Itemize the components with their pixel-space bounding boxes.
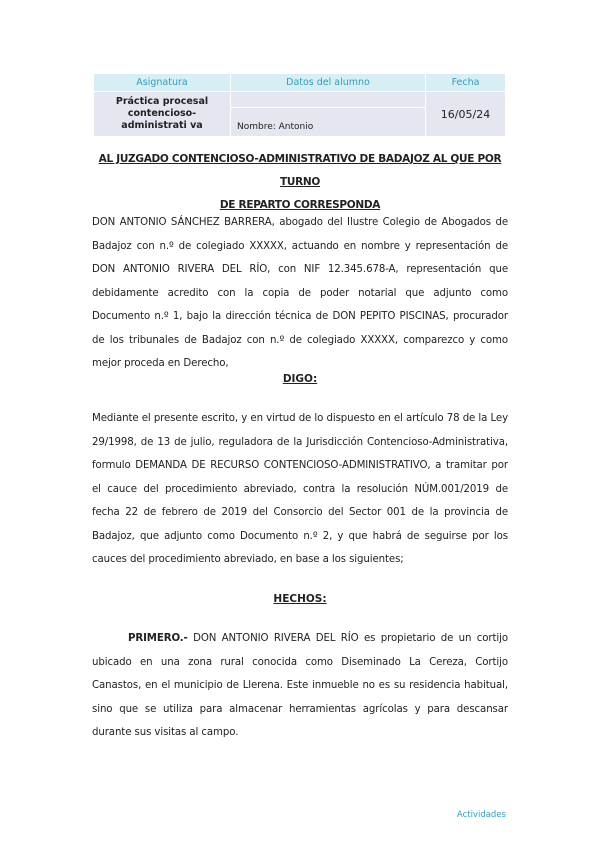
digo-paragraph: Mediante el presente escrito, y en virtud de lo dispuesto en el artículo 78 de la Ley 29/1998, de 13 de julio, reguladora de la Jurisdicción Contencioso-Administrativa, formulo DEMANDA DE RECURSO CONTENCIOSO-ADMINISTRATIVO, a tramitar por el cauce del procedimiento abreviado, contra la resolución NÚM.001/2019 de fecha 22 de febrero de 2019 del Consorcio del Sector 001 de la provincia de Badajoz, que adjunto como Documento n.º 2, y que habrá de seguirse por los cauces del procedimiento abreviado, en base a los siguientes; [92,413,508,565]
digo-heading: DIGO: [282,373,318,385]
datos-cell [231,92,426,137]
primero-label: PRIMERO.- [128,633,188,644]
hechos-heading: HECHOS: [273,593,327,605]
document-title [92,148,508,217]
primero-paragraph [92,627,508,745]
title-line-1: AL JUZGADO CONTENCIOSO-ADMINISTRATIVO DE BADAJOZ AL QUE POR TURNO [98,153,502,188]
col-fecha-header: Fecha [426,74,506,92]
header-table [94,74,506,136]
col-asignatura-header: Asignatura [94,74,231,92]
cell-divider [231,107,425,108]
primero-text: DON ANTONIO RIVERA DEL RÍO es propietario de un cortijo ubicado en una zona rural conocida como Diseminado La Cereza, Cortijo Canastos, en el municipio de Llerena. Este inmueble no es su residencia habitual, sino que se utiliza para almacenar herramientas agrícolas y para descansar durante sus visitas al campo. [92,633,508,738]
asignatura-cell: Práctica procesal contencioso-administrati va [94,92,231,137]
footer-activities: Actividades [456,810,506,820]
nombre-value: Nombre: Antonio [237,122,314,132]
fecha-cell: 16/05/24 [426,92,506,137]
title-line-2: DE REPARTO CORRESPONDA [219,199,381,211]
intro-paragraph: DON ANTONIO SÁNCHEZ BARRERA, abogado del Ilustre Colegio de Abogados de Badajoz con n.º de colegiado XXXXX, actuando en nombre y representación de DON ANTONIO RIVERA DEL RÍO, con NIF 12.345.678-A, representación que debidamente acredito con la copia de poder notarial que adjunto como Documento n.º 1, bajo la dirección técnica de DON PEPITO PISCINAS, procurador de los tribunales de Badajoz con n.º de colegiado XXXXX, comparezco y como mejor proceda en Derecho, [92,217,508,369]
col-datos-header: Datos del alumno [231,74,426,92]
